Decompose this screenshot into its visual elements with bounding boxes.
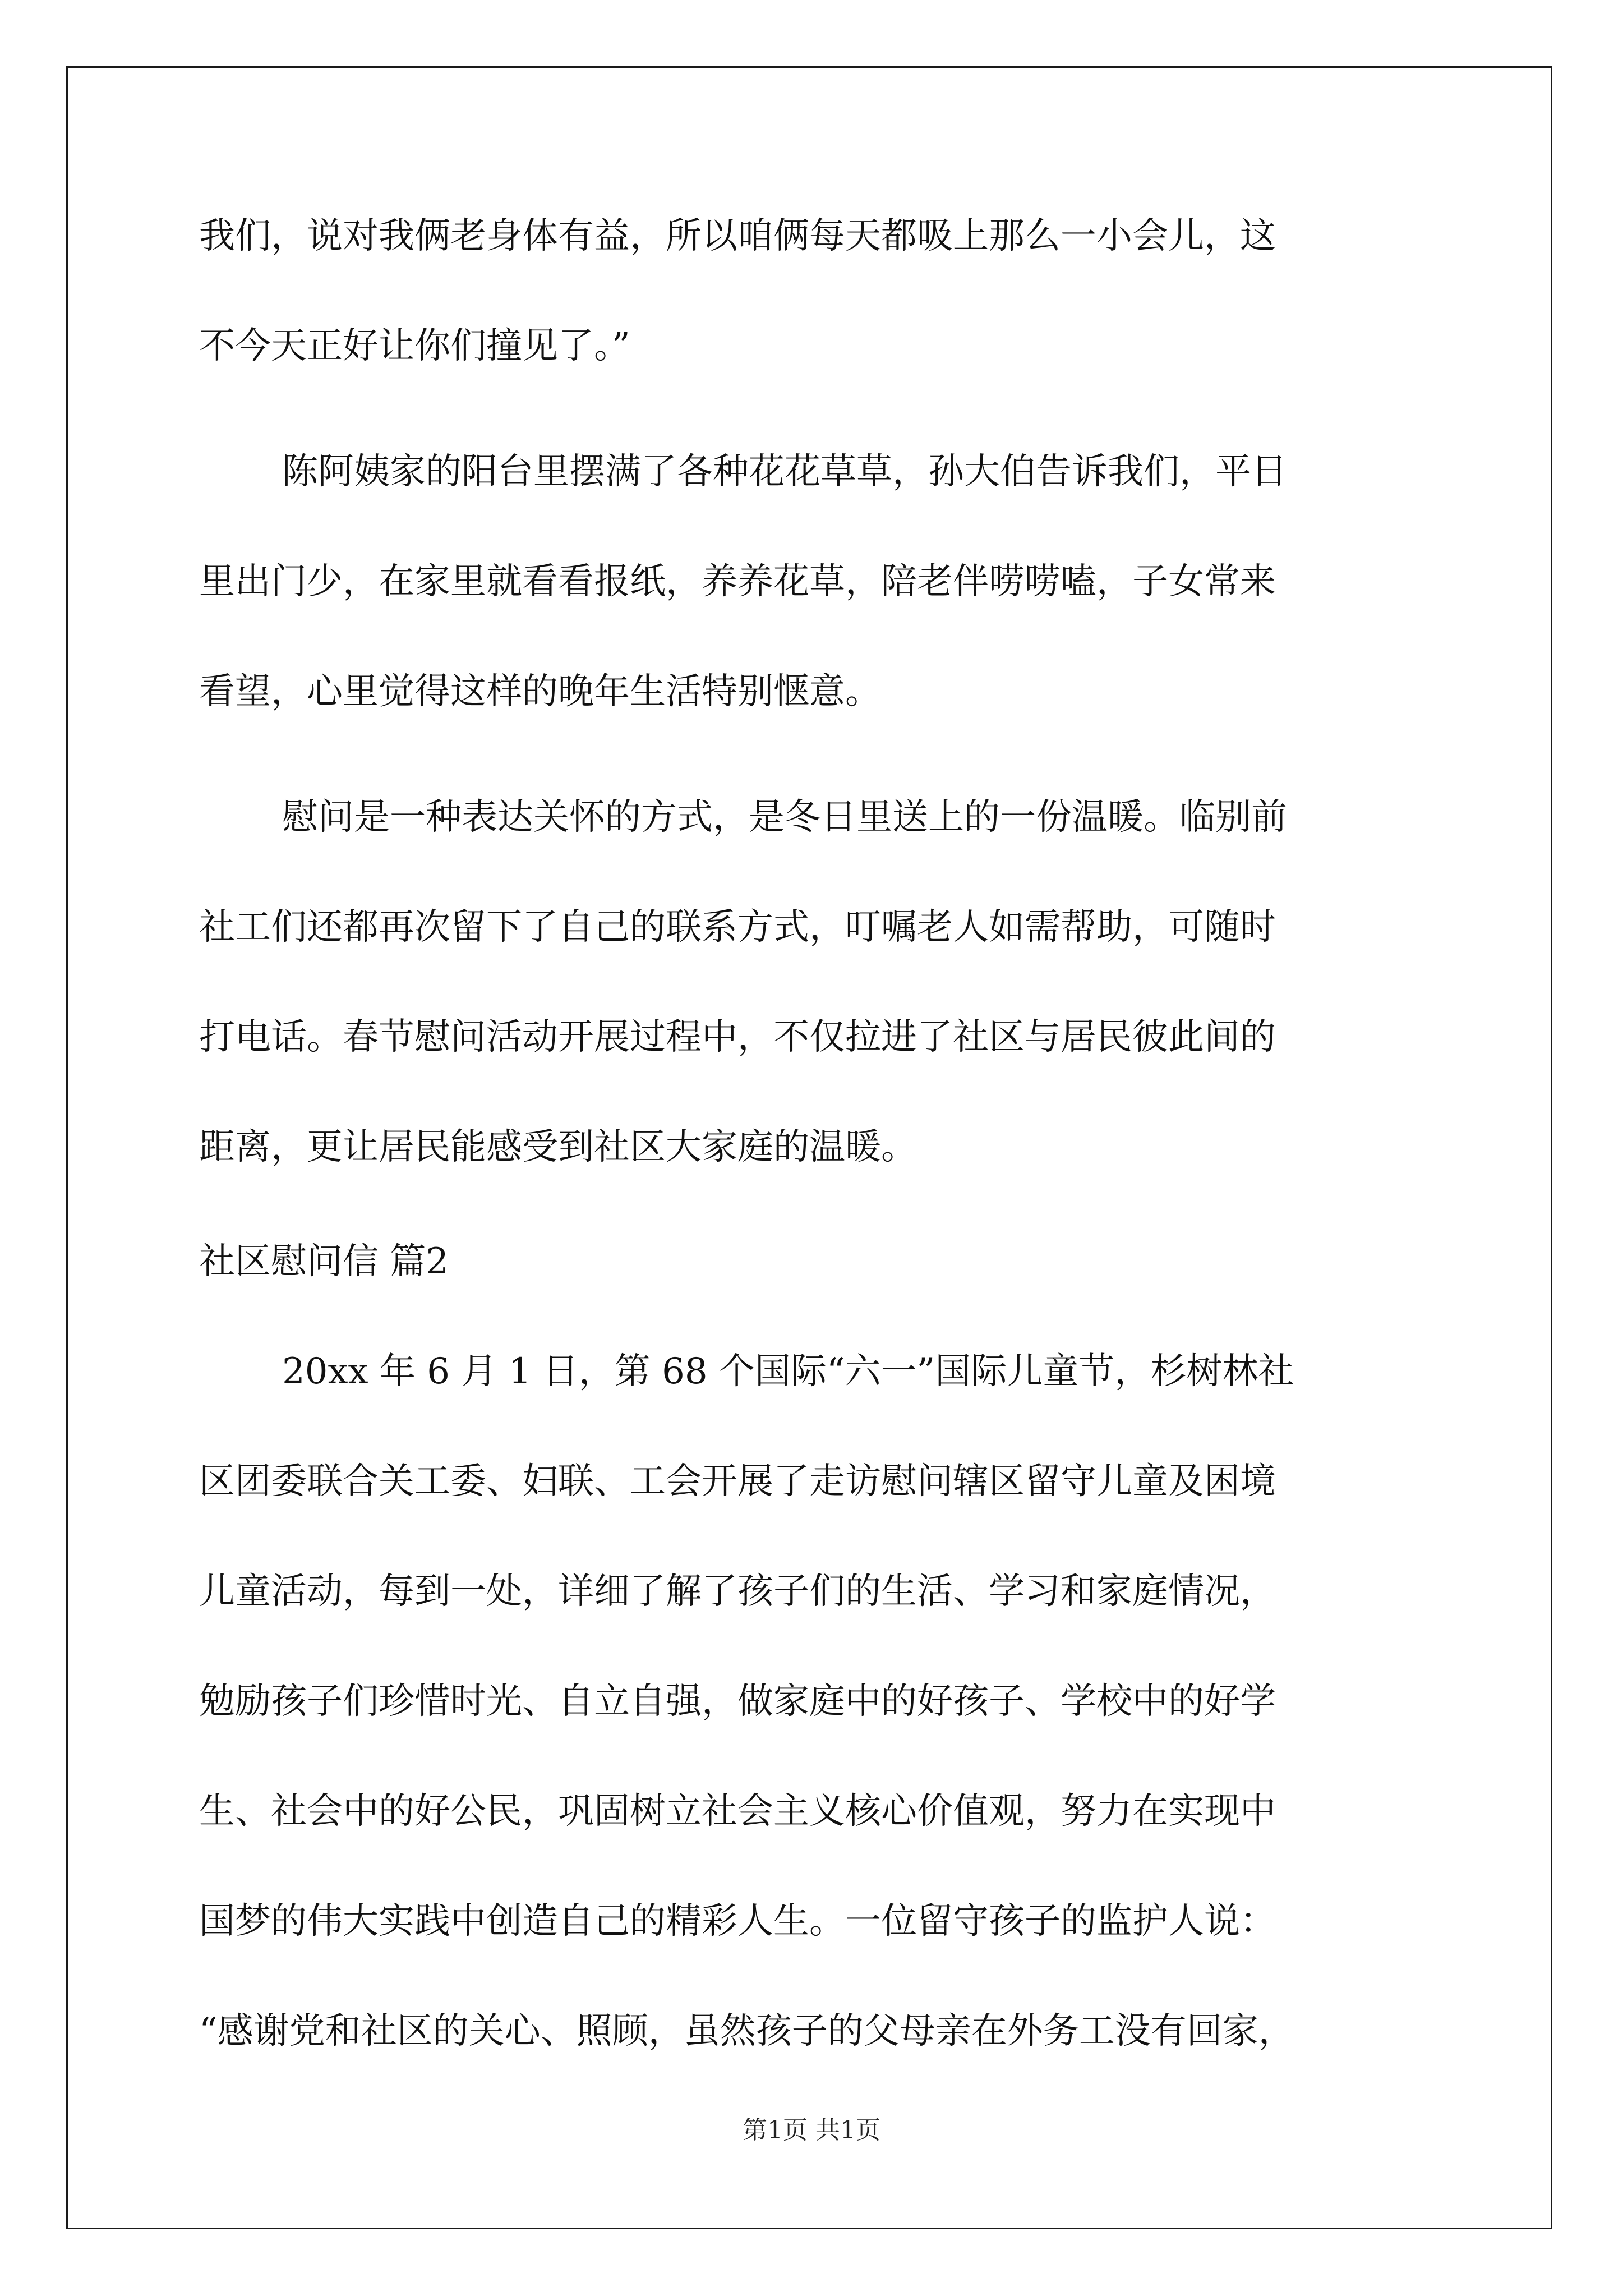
paragraph-line: 勉励孩子们珍惜时光、自立自强，做家庭中的好孩子、学校中的好学	[199, 1681, 1276, 1722]
paragraph-line: 慰问是一种表达关怀的方式，是冬日里送上的一份温暖。临别前	[282, 797, 1287, 838]
paragraph-line: “感谢党和社区的关心、照顾，虽然孩子的父母亲在外务工没有回家，	[199, 2010, 1294, 2052]
paragraph-line: 陈阿姨家的阳台里摆满了各种花花草草，孙大伯告诉我们，平日	[282, 451, 1287, 493]
paragraph-line: 里出门少，在家里就看看报纸，养养花草，陪老伴唠唠嗑，子女常来	[199, 561, 1276, 602]
paragraph-line: 儿童活动，每到一处，详细了解了孩子们的生活、学习和家庭情况，	[199, 1571, 1276, 1612]
paragraph-line: 距离，更让居民能感受到社区大家庭的温暖。	[199, 1126, 917, 1168]
section-heading: 社区慰问信 篇2	[199, 1241, 449, 1282]
page-number-footer: 第1页 共1页	[743, 2116, 880, 2145]
paragraph-line: 不今天正好让你们撞见了。”	[199, 325, 630, 367]
paragraph-line: 看望，心里觉得这样的晚年生活特别惬意。	[199, 671, 881, 712]
paragraph-line: 我们，说对我俩老身体有益，所以咱俩每天都吸上那么一小会儿，这	[199, 215, 1276, 257]
paragraph-line: 20xx 年 6 月 1 日，第 68 个国际“六一”国际儿童节，杉树林社	[282, 1351, 1294, 1392]
paragraph-line: 区团委联合关工委、妇联、工会开展了走访慰问辖区留守儿童及困境	[199, 1461, 1276, 1502]
paragraph-line: 国梦的伟大实践中创造自己的精彩人生。一位留守孩子的监护人说：	[199, 1901, 1276, 1942]
paragraph-line: 生、社会中的好公民，巩固树立社会主义核心价值观，努力在实现中	[199, 1791, 1276, 1832]
paragraph-line: 打电话。春节慰问活动开展过程中，不仅拉进了社区与居民彼此间的	[199, 1016, 1276, 1058]
paragraph-line: 社工们还都再次留下了自己的联系方式，叮嘱老人如需帮助，可随时	[199, 907, 1276, 948]
